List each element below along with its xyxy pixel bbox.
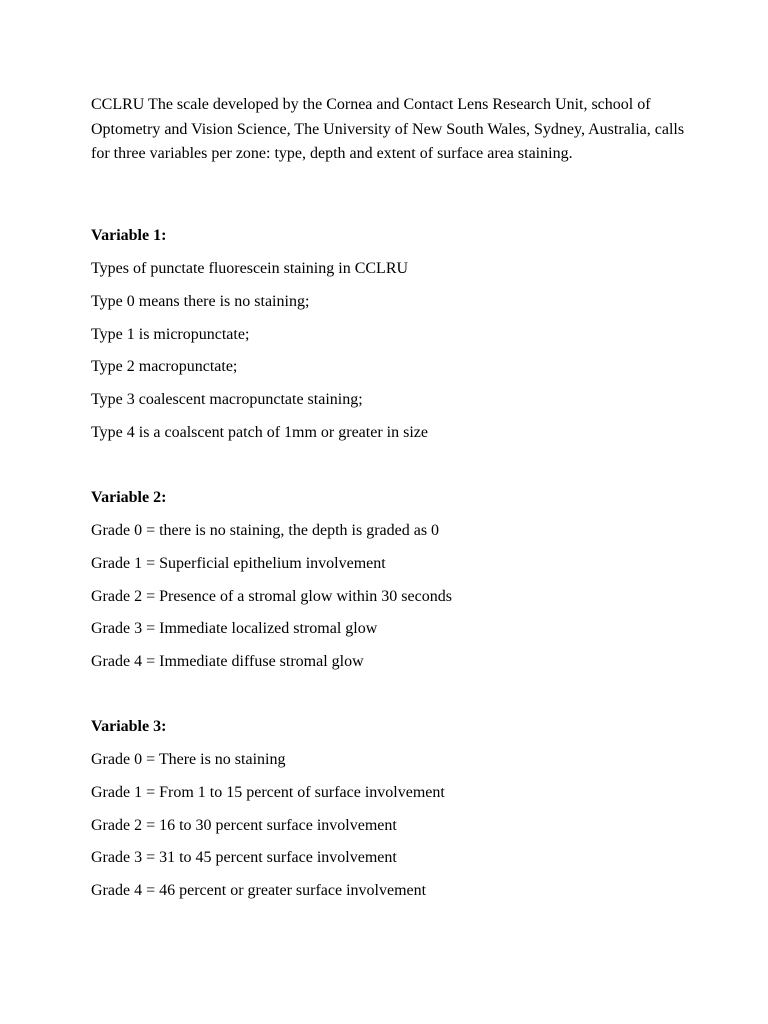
variable-3-line: Grade 1 = From 1 to 15 percent of surface involvement [91,783,445,801]
variable-1-line: Type 4 is a coalscent patch of 1mm or greater in size [91,423,428,441]
variable-2-line: Grade 2 = Presence of a stromal glow within 30 seconds [91,587,452,605]
variable-3-section [91,717,691,914]
variable-1-line: Type 3 coalescent macropunctate staining; [91,391,363,409]
variable-3-line: Grade 4 = 46 percent or greater surface involvement [91,882,427,900]
variable-1-line: Type 2 macropunctate; [91,358,238,376]
variable-2-line: Grade 3 = Immediate localized stromal glow [91,620,378,638]
variable-2-heading: Variable 2: [91,489,167,506]
variable-3-line: Grade 3 = 31 to 45 percent surface involvement [91,849,397,867]
variable-1-heading: Variable 1: [91,227,167,244]
variable-3-line: Grade 0 = There is no staining [91,751,286,768]
variable-2-line: Grade 1 = Superficial epithelium involvement [91,554,386,572]
variable-3-heading: Variable 3: [91,718,167,735]
variable-1-line: Type 1 is micropunctate; [91,325,250,343]
variable-2-line: Grade 0 = there is no staining, the depth is graded as 0 [91,522,440,539]
variable-1-section [91,226,691,456]
intro-paragraph: CCLRU The scale developed by the Cornea and Contact Lens Research Unit, school of Optometry and Vision Science, The University of New South Wales, Sydney, Australia, calls for three variables per zone: type, depth and extent of surface area staining. [91,96,685,163]
variable-2-section [91,488,691,685]
variable-1-line: Types of punctate fluorescein staining in CCLRU [91,260,409,277]
variable-3-line: Grade 2 = 16 to 30 percent surface involvement [91,816,397,834]
variable-1-line: Type 0 means there is no staining; [91,292,310,310]
variable-2-line: Grade 4 = Immediate diffuse stromal glow [91,653,364,671]
